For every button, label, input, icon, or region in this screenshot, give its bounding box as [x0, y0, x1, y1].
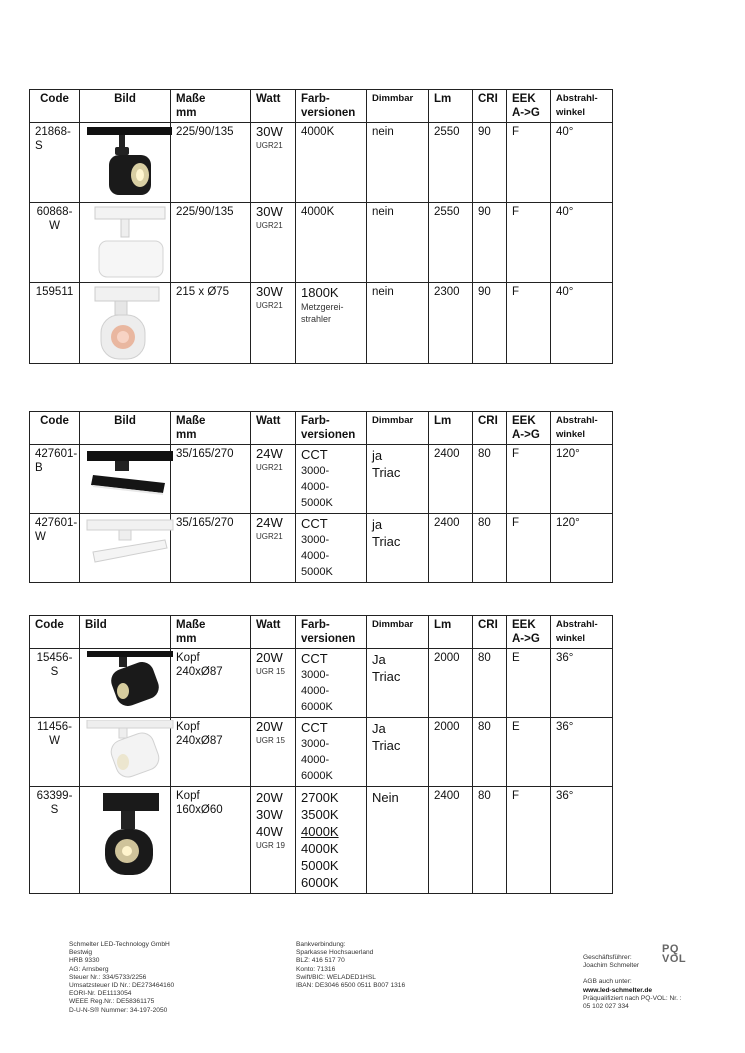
header-lm: Lm	[429, 90, 473, 123]
track-spotlight-white-icon	[85, 205, 175, 280]
cell-eek: F	[507, 203, 551, 283]
cell-code: 60868-W	[30, 203, 80, 283]
cell-farbversionen: CCT 3000- 4000- 6000K	[296, 718, 367, 787]
cell-watt: 30W UGR21	[251, 203, 296, 283]
header-watt: Watt	[251, 90, 296, 123]
header-masse: Maße mm	[171, 90, 251, 123]
cell-eek: E	[507, 649, 551, 718]
header-dimmbar: Dimmbar	[367, 412, 429, 445]
cell-lm: 2550	[429, 203, 473, 283]
cell-cri: 80	[473, 514, 507, 583]
pq-vol-logo: PQ VOL	[662, 943, 687, 965]
cell-eek: F	[507, 445, 551, 514]
track-floodlight-white-icon	[85, 516, 175, 572]
cell-eek: E	[507, 718, 551, 787]
cell-abstrahlwinkel: 36°	[551, 787, 613, 894]
header-bild: Bild	[80, 616, 171, 649]
cell-abstrahlwinkel: 36°	[551, 649, 613, 718]
cell-masse: 225/90/135	[171, 203, 251, 283]
managing-director-label: Geschäftsführer:	[583, 954, 632, 961]
cell-code: 427601-W	[30, 514, 80, 583]
cell-cri: 90	[473, 123, 507, 203]
table-row	[30, 514, 613, 583]
table-row	[30, 203, 613, 283]
cell-watt: 30W UGR21	[251, 283, 296, 364]
header-farbversionen: Farb- versionen	[296, 616, 367, 649]
header-lm: Lm	[429, 616, 473, 649]
header-eek: EEK A->G	[507, 412, 551, 445]
track-spotlight-black-icon	[85, 125, 175, 200]
cell-abstrahlwinkel: 36°	[551, 718, 613, 787]
cell-cri: 80	[473, 787, 507, 894]
cell-cri: 80	[473, 649, 507, 718]
website-link[interactable]: www.led-schmelter.de	[583, 986, 653, 994]
cell-code: 15456-S	[30, 649, 80, 718]
cell-masse: Kopf 240xØ87	[171, 718, 251, 787]
cell-masse: 35/165/270	[171, 514, 251, 583]
cell-eek: F	[507, 787, 551, 894]
cell-cri: 90	[473, 283, 507, 364]
cell-lm: 2000	[429, 718, 473, 787]
cell-farbversionen: 4000K	[296, 123, 367, 203]
cell-dimmbar: nein	[367, 283, 429, 364]
butcher-spotlight-icon	[85, 285, 175, 361]
table-row	[30, 787, 613, 894]
product-image	[80, 649, 171, 718]
footer-bank-info: Bankverbindung: Sparkasse Hochsauerland BLZ: 416 517 70 Konto: 71316 Swift/BIC: WELADED1HSL IBAN: DE3046 6500 0511 B007 1316	[296, 941, 406, 990]
cell-watt: 24W UGR21	[251, 445, 296, 514]
cell-lm: 2550	[429, 123, 473, 203]
cell-dimmbar: Nein	[367, 787, 429, 894]
cell-watt: 20W UGR 15	[251, 718, 296, 787]
table-row	[30, 649, 613, 718]
table-row	[30, 123, 613, 203]
cell-abstrahlwinkel: 40°	[551, 283, 613, 364]
header-bild: Bild	[80, 90, 171, 123]
cell-abstrahlwinkel: 120°	[551, 445, 613, 514]
cell-lm: 2300	[429, 283, 473, 364]
header-bild: Bild	[80, 412, 171, 445]
track-spotlight-compact-black-icon	[85, 789, 175, 881]
cell-lm: 2400	[429, 787, 473, 894]
cell-masse: 215 x Ø75	[171, 283, 251, 364]
cell-abstrahlwinkel: 120°	[551, 514, 613, 583]
table-header-row	[30, 412, 613, 445]
cell-farbversionen: CCT 3000- 4000- 5000K	[296, 445, 367, 514]
cell-farbversionen: CCT 3000- 4000- 6000K	[296, 649, 367, 718]
header-code: Code	[30, 90, 80, 123]
header-cri: CRI	[473, 616, 507, 649]
product-image	[80, 787, 171, 894]
product-table-1	[29, 89, 613, 364]
cell-watt: 20W 30W 40W UGR 19	[251, 787, 296, 894]
cell-dimmbar: ja Triac	[367, 514, 429, 583]
header-eek: EEK A->G	[507, 616, 551, 649]
header-code: Code	[30, 616, 80, 649]
cell-lm: 2000	[429, 649, 473, 718]
cell-abstrahlwinkel: 40°	[551, 123, 613, 203]
cell-dimmbar: Ja Triac	[367, 718, 429, 787]
header-eek: EEK A->G	[507, 90, 551, 123]
header-abstrahlwinkel: Abstrahl- winkel	[551, 616, 613, 649]
cell-cri: 80	[473, 718, 507, 787]
cell-dimmbar: Ja Triac	[367, 649, 429, 718]
cell-watt: 20W UGR 15	[251, 649, 296, 718]
table-header-row	[30, 90, 613, 123]
cell-eek: F	[507, 283, 551, 364]
cell-dimmbar: nein	[367, 203, 429, 283]
cell-watt: 24W UGR21	[251, 514, 296, 583]
managing-director-name: Joachim Schmelter	[583, 962, 640, 970]
header-watt: Watt	[251, 616, 296, 649]
cell-eek: F	[507, 514, 551, 583]
product-image	[80, 123, 171, 203]
pq-vol-number: 05 102 027 334	[583, 1003, 629, 1011]
cell-farbversionen: 1800K Metzgerei-strahler	[296, 283, 367, 364]
cell-cri: 90	[473, 203, 507, 283]
header-abstrahlwinkel: Abstrahl- winkel	[551, 412, 613, 445]
header-code: Code	[30, 412, 80, 445]
cell-code: 21868-S	[30, 123, 80, 203]
product-table-2	[29, 411, 613, 583]
header-dimmbar: Dimmbar	[367, 90, 429, 123]
cell-masse: 225/90/135	[171, 123, 251, 203]
cell-code: 159511	[30, 283, 80, 364]
product-image	[80, 283, 171, 364]
cell-lm: 2400	[429, 514, 473, 583]
header-watt: Watt	[251, 412, 296, 445]
cell-eek: F	[507, 123, 551, 203]
header-masse: Maße mm	[171, 412, 251, 445]
cell-dimmbar: nein	[367, 123, 429, 203]
header-farbversionen: Farb- versionen	[296, 90, 367, 123]
header-masse: Maße mm	[171, 616, 251, 649]
header-cri: CRI	[473, 90, 507, 123]
table-row	[30, 283, 613, 364]
footer-company-info: Schmelter LED-Technology GmbH Bestwig HRB 9330 AG: Arnsberg Steuer Nr.: 334/5733/2256 Umsatzsteuer ID Nr.: DE273464160 EORI-Nr. DE1113054 WEEE Reg.Nr.: DE58361175 D-U-N-S® Nummer: 34-197-2050	[69, 941, 175, 1014]
cell-farbversionen: 2700K 3500K 4000K 4000K 5000K 6000K	[296, 787, 367, 894]
product-image	[80, 514, 171, 583]
track-floodlight-black-icon	[85, 447, 175, 503]
cell-farbversionen: 4000K	[296, 203, 367, 283]
cell-lm: 2400	[429, 445, 473, 514]
cell-watt: 30W UGR21	[251, 123, 296, 203]
cell-cri: 80	[473, 445, 507, 514]
header-cri: CRI	[473, 412, 507, 445]
footer-management-info	[583, 954, 682, 1011]
track-spotlight-black-icon	[85, 651, 175, 709]
header-lm: Lm	[429, 412, 473, 445]
header-abstrahlwinkel: Abstrahl- winkel	[551, 90, 613, 123]
cell-masse: Kopf 240xØ87	[171, 649, 251, 718]
header-dimmbar: Dimmbar	[367, 616, 429, 649]
table-header-row	[30, 616, 613, 649]
cell-masse: 35/165/270	[171, 445, 251, 514]
cell-code: 11456-W	[30, 718, 80, 787]
cell-farbversionen: CCT 3000- 4000- 5000K	[296, 514, 367, 583]
pq-vol-label: Präqualifiziert nach PQ-VOL: Nr. :	[583, 994, 682, 1002]
product-image	[80, 718, 171, 787]
cell-masse: Kopf 160xØ60	[171, 787, 251, 894]
cell-dimmbar: ja Triac	[367, 445, 429, 514]
cell-code: 427601-B	[30, 445, 80, 514]
product-image	[80, 445, 171, 514]
cell-code: 63399-S	[30, 787, 80, 894]
table-row	[30, 445, 613, 514]
header-farbversionen: Farb- versionen	[296, 412, 367, 445]
cell-abstrahlwinkel: 40°	[551, 203, 613, 283]
agb-label: AGB auch unter:	[583, 978, 632, 986]
product-image	[80, 203, 171, 283]
product-table-3	[29, 615, 613, 894]
table-row	[30, 718, 613, 787]
track-spotlight-white-icon	[85, 720, 175, 778]
